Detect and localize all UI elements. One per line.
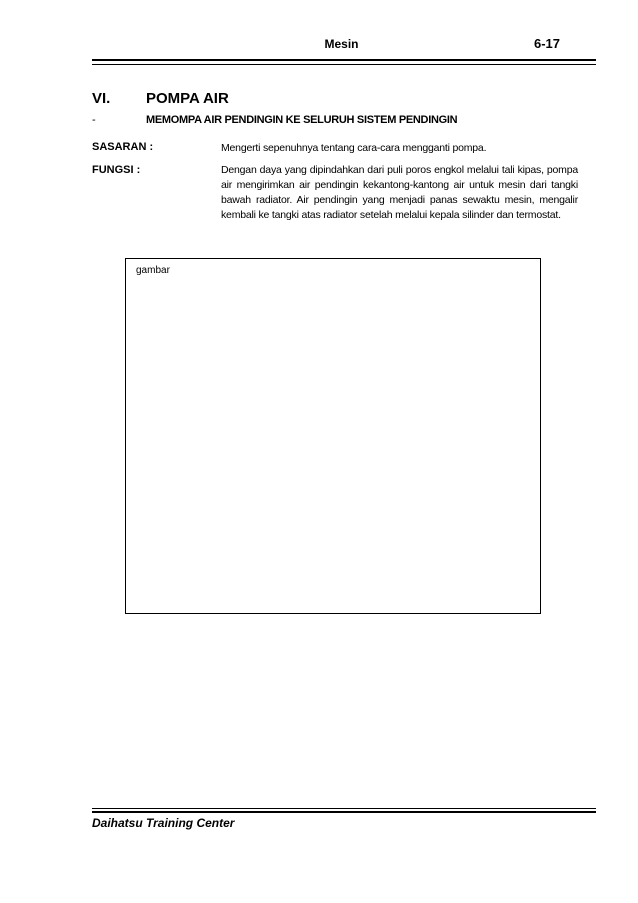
- section-number: VI.: [92, 90, 111, 107]
- header-divider-thick: [92, 59, 596, 61]
- fungsi-label: FUNGSI :: [92, 164, 141, 176]
- footer-text: Daihatsu Training Center: [92, 816, 235, 830]
- sasaran-text: Mengerti sepenuhnya tentang cara-cara mengganti pompa.: [221, 142, 487, 154]
- figure-label: gambar: [136, 265, 170, 276]
- sasaran-label: SASARAN :: [92, 141, 154, 153]
- subtitle-dash: -: [92, 114, 96, 126]
- header-title-text: Mesin: [324, 37, 359, 51]
- section-title: POMPA AIR: [146, 90, 229, 107]
- figure-placeholder-box: [125, 258, 541, 614]
- footer-divider-thick: [92, 811, 596, 813]
- page-number: 6-17: [533, 36, 560, 51]
- fungsi-text: Dengan daya yang dipindahkan dari puli poros engkol melalui tali kipas, pompa air mengirimkan air pendingin kekantong-kantong air untuk mesin dari tangki bawah radiator. Air pendingin yang menjadi panas sewaktu mesin, mengalir kembali ke tangki atas radiator setelah melalui kepala silinder dan termostat.: [221, 164, 578, 221]
- header-divider-thin: [92, 64, 596, 65]
- section-subtitle: MEMOMPA AIR PENDINGIN KE SELURUH SISTEM PENDINGIN: [146, 114, 458, 126]
- footer-divider-thin: [92, 808, 596, 809]
